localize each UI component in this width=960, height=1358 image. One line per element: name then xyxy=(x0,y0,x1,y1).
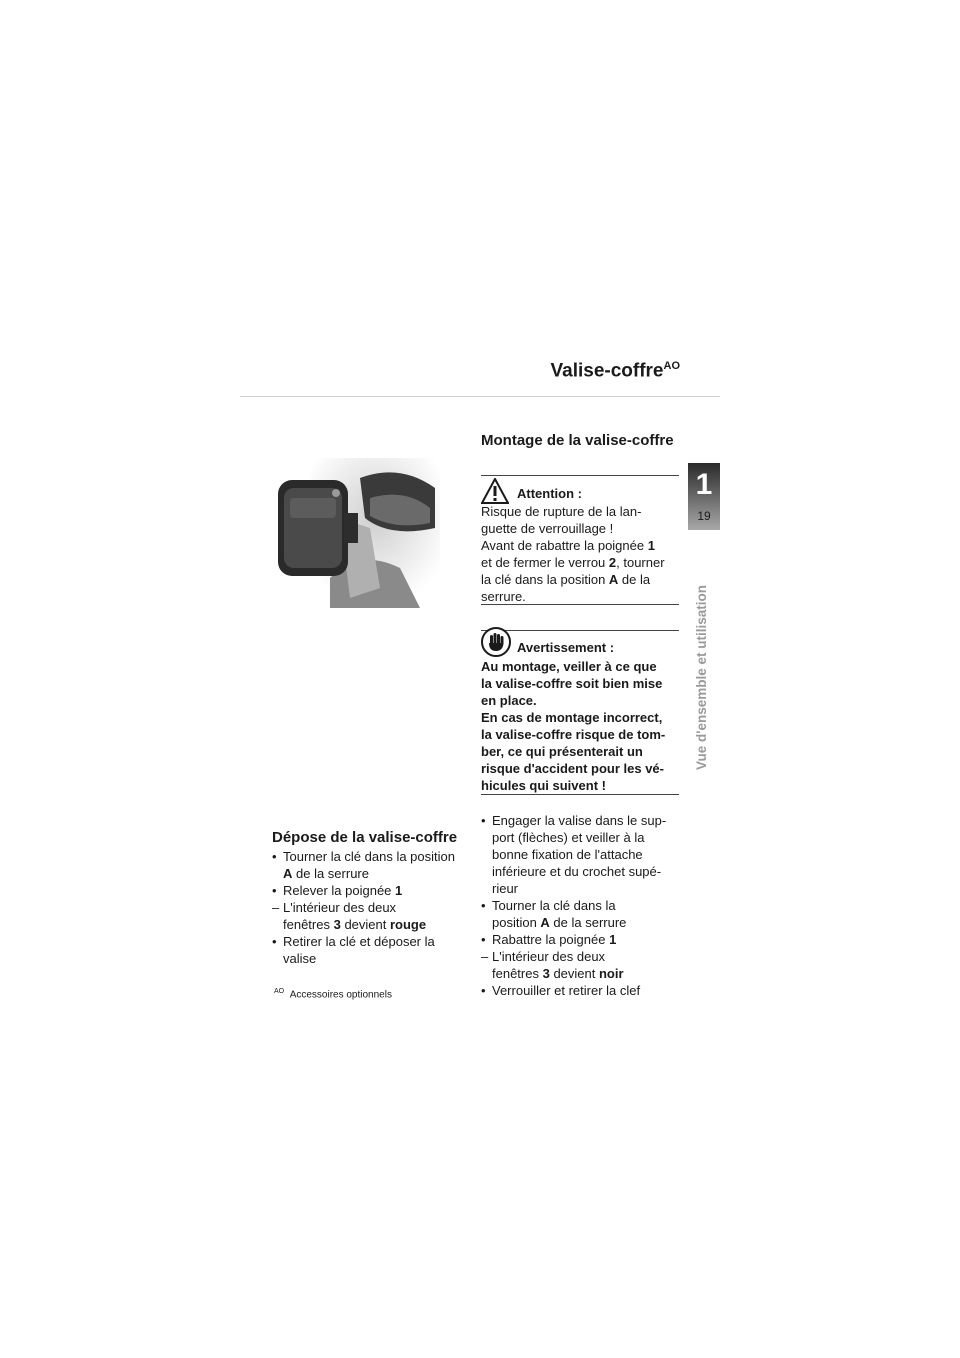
list-item: • Tourner la clé dans la position A de la serrure xyxy=(481,898,627,930)
attention-text: Risque de rupture de la lan- guette de verrouillage ! Avant de rabattre la poignée 1 et de fermer le verrou 2, tourner la clé dans la position A de la serrure. xyxy=(481,504,665,604)
list-item: • Tourner la clé dans la position A de la serrure xyxy=(272,849,455,881)
chapter-tab xyxy=(688,463,720,530)
warning-text: Au montage, veiller à ce que la valise-coffre soit bien mise en place. En cas de montage incorrect, la valise-coffre risque de tom- ber, ce qui présenterait un risque d'accident pour les vé- hicules qui suivent ! xyxy=(481,659,666,793)
warning-title: Avertissement : xyxy=(517,640,615,655)
list-item: • Engager la valise dans le sup- port (flèches) et veiller à la bonne fixation de l'attache inférieure et du crochet supé- rieur xyxy=(481,813,667,896)
list-item: • Relever la poignée 1 xyxy=(272,883,403,898)
removal-heading: Dépose de la valise-coffre xyxy=(272,829,458,846)
attention-box xyxy=(481,475,679,605)
list-item: – L'intérieur des deux fenêtres 3 devient rouge xyxy=(272,900,427,932)
page-number: 19 xyxy=(697,509,711,523)
mounting-heading: Montage de la valise-coffre xyxy=(481,432,674,449)
mounting-steps xyxy=(481,812,681,999)
attention-title: Attention : xyxy=(517,486,582,501)
page-title: Valise-coffre$^{AO}$ xyxy=(550,360,680,382)
title-superscript: AO xyxy=(663,360,680,372)
hand-stop-icon xyxy=(481,627,511,657)
footnote: $^{AO}$ Accessoires optionnels xyxy=(274,988,392,1001)
warning-triangle-icon xyxy=(481,478,509,504)
list-item: • Retirer la clé et déposer la valise xyxy=(272,934,435,966)
list-item: • Verrouiller et retirer la clef xyxy=(481,983,641,998)
removal-steps xyxy=(272,848,472,967)
warning-box xyxy=(481,630,679,795)
header-divider xyxy=(240,396,720,397)
list-item: – L'intérieur des deux fenêtres 3 devient noir xyxy=(481,949,624,981)
list-item: • Rabattre la poignée 1 xyxy=(481,932,617,947)
side-chapter-label: Vue d'ensemble et utilisation xyxy=(694,585,709,770)
chapter-number: 1 xyxy=(695,468,713,501)
motorcycle-case-photo xyxy=(270,458,440,608)
